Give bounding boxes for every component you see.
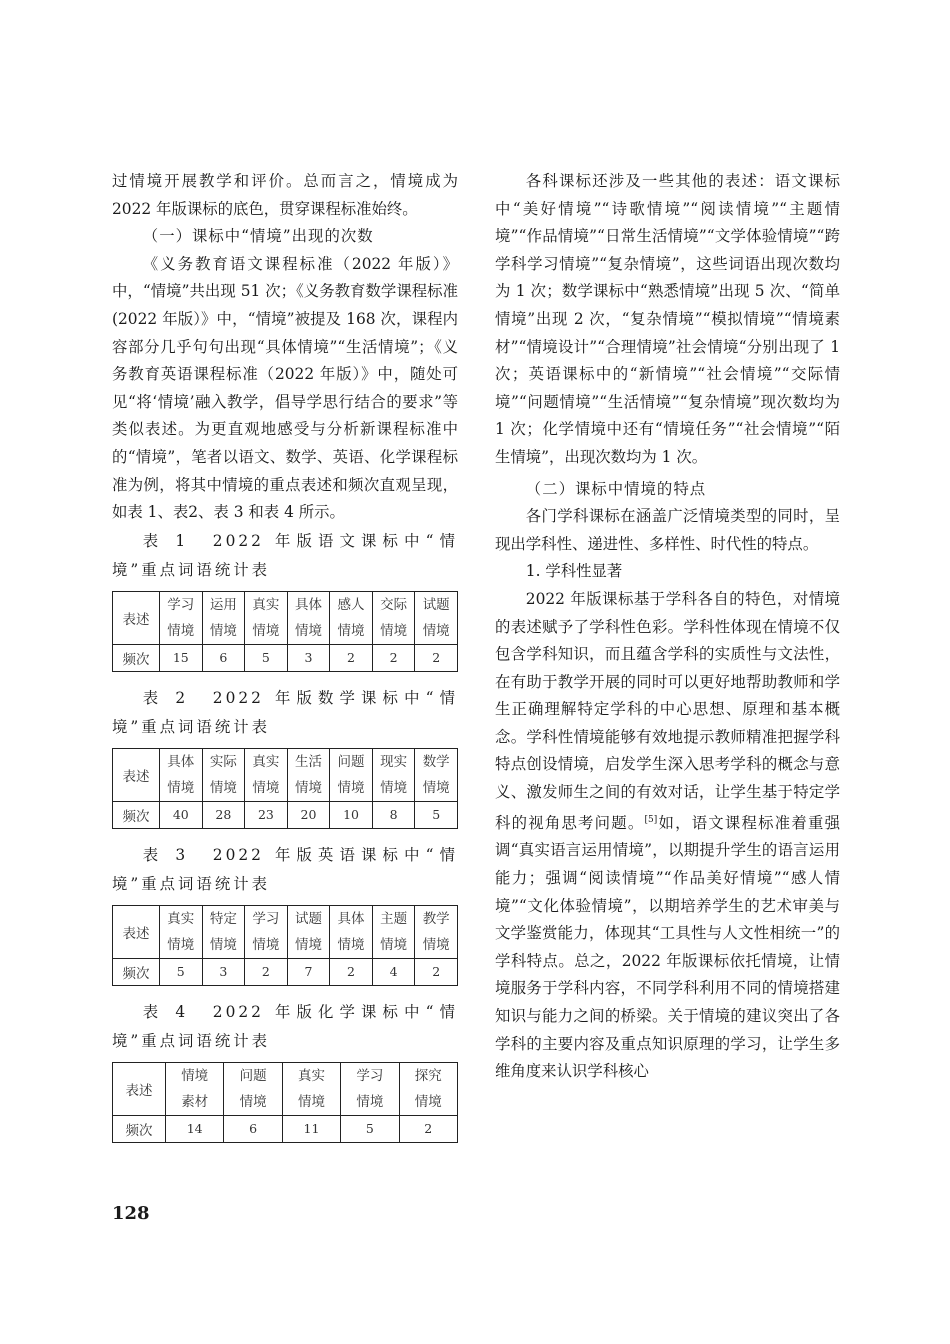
- table-cell: 6: [202, 644, 245, 671]
- paragraph-text: 如，语文课程标准着重强调“真实语言运用情境”，以期提升学生的语言运用能力；强调“阅读情境”“作品美好情境”“感人情境”“文化体验情境”，以期培养学生的艺术审美与文学鉴赏能力，体现其“工具性与人文性相统一”的学科特点。总之，2022 年版课标依托情境，让情境服务于学科内容，不同学科利用不同的情境搭建知识与能力之间的桥梁。关于情境的建议突出了各学科的主要内容及重点知识原理的学习，让学生多维角度来认识学科核心: [495, 813, 840, 1081]
- table-cell: 交际 情境: [372, 591, 415, 644]
- table-cell: 学习 情境: [160, 591, 203, 644]
- right-column: [495, 168, 845, 1086]
- table-cell: 4: [372, 958, 415, 985]
- section-heading: （二）课标中情境的特点: [525, 479, 707, 498]
- table-caption: 表 1 2022 年版语文课标中“情境”重点词语统计表: [112, 531, 458, 579]
- data-table: [112, 905, 458, 986]
- table-cell: 6: [224, 1115, 282, 1142]
- table-cell: 11: [282, 1115, 340, 1142]
- table-cell: 14: [166, 1115, 224, 1142]
- table-cell: 2: [330, 644, 373, 671]
- table-block: [112, 527, 458, 672]
- table-cell: 5: [245, 644, 288, 671]
- table-cell: 具体 情境: [160, 748, 203, 801]
- table-cell: 8: [372, 801, 415, 828]
- table-cell: 主题 情境: [372, 905, 415, 958]
- table-cell: 3: [202, 958, 245, 985]
- table-cell: 真实 情境: [245, 748, 288, 801]
- table-block: [112, 684, 458, 829]
- table-cell: 7: [287, 958, 330, 985]
- row-label: 表述: [113, 748, 160, 801]
- table-cell: 问题 情境: [330, 748, 373, 801]
- table-cell: 28: [202, 801, 245, 828]
- table-cell: 运用 情境: [202, 591, 245, 644]
- table-cell: 具体 情境: [287, 591, 330, 644]
- paragraph: 各门学科课标在涵盖广泛情境类型的同时，呈现出学科性、递进性、多样性、时代性的特点。: [495, 507, 840, 553]
- paragraph: [495, 586, 840, 1086]
- table-cell: 教学 情境: [415, 905, 458, 958]
- table-cell: 40: [160, 801, 203, 828]
- paragraph-text: 2022 年版课标基于学科各自的特色，对情境的表述赋予了学科性色彩。学科性体现在情境不仅包含学科知识，而且蕴含学科的实质性与文法性，在有助于教学开展的同时可以更好地帮助教师和学生正确理解特定学科的中心思想、原理和基本概念。学科性情境能够有效地提示教师精准把握学科特点创设情境，启发学生深入思考学科的概念与意义、激发师生之间的有效对话，让学生基于特定学科的视角思考问题。: [495, 589, 840, 832]
- row-label: 频次: [113, 644, 160, 671]
- subsection-heading: 1. 学科性显著: [525, 562, 623, 581]
- paragraph: 过情境开展教学和评价。总而言之，情境成为2022 年版课标的底色，贯穿课程标准始终。: [112, 172, 458, 218]
- table-caption: 表 2 2022 年版数学课标中“情境”重点词语统计表: [112, 688, 458, 736]
- table-cell: 2: [399, 1115, 457, 1142]
- table-cell: 5: [341, 1115, 399, 1142]
- table-cell: 数学 情境: [415, 748, 458, 801]
- table-cell: 2: [245, 958, 288, 985]
- section-heading: （一）课标中“情境”出现的次数: [142, 227, 374, 246]
- row-label: 表述: [113, 905, 160, 958]
- row-label: 表述: [113, 1062, 166, 1115]
- paragraph: 《义务教育语文课程标准（2022 年版）》中，“情境”共出现 51 次；《义务教育数学课程标准(2022 年版）》中，“情境”被提及 168 次，课程内容部分几乎句句出现“具体情境”“生活情境”；《义务教育英语课程标准（2022 年版）》中，随处可见“将‘情境’融入教学，倡导学思行结合的要求”等类似表述。为更直观地感受与分析新课程标准中的“情境”，笔者以语文、数学、英语、化学课程标准为例，将其中情境的重点表述和频次直观呈现，如表 1、表2、表 3 和表 4 所示。: [112, 254, 458, 522]
- table-cell: 5: [160, 958, 203, 985]
- table-cell: 试题 情境: [415, 591, 458, 644]
- table-cell: 试题 情境: [287, 905, 330, 958]
- table-cell: 问题 情境: [224, 1062, 282, 1115]
- citation-ref: [5]: [644, 814, 658, 825]
- table-cell: 23: [245, 801, 288, 828]
- table-cell: 现实 情境: [372, 748, 415, 801]
- table-cell: 具体 情境: [330, 905, 373, 958]
- row-label: 频次: [113, 1115, 166, 1142]
- table-cell: 情境 素材: [166, 1062, 224, 1115]
- page-number: 128: [112, 1203, 150, 1224]
- row-label: 频次: [113, 801, 160, 828]
- table-cell: 学习 情境: [341, 1062, 399, 1115]
- table-cell: 真实 情境: [160, 905, 203, 958]
- table-cell: 3: [287, 644, 330, 671]
- table-block: [112, 998, 458, 1143]
- table-caption: 表 4 2022 年版化学课标中“情境”重点词语统计表: [112, 1002, 458, 1050]
- data-table: [112, 1062, 458, 1143]
- table-cell: 10: [330, 801, 373, 828]
- table-cell: 2: [330, 958, 373, 985]
- table-caption: 表 3 2022 年版英语课标中“情境”重点词语统计表: [112, 845, 458, 893]
- table-cell: 探究 情境: [399, 1062, 457, 1115]
- table-cell: 实际 情境: [202, 748, 245, 801]
- table-cell: 特定 情境: [202, 905, 245, 958]
- table-cell: 2: [415, 644, 458, 671]
- left-column: [112, 168, 458, 1155]
- row-label: 频次: [113, 958, 160, 985]
- paragraph: 各科课标还涉及一些其他的表述：语文课标中“美好情境”“诗歌情境”“阅读情境”“主题情境”“作品情境”“日常生活情境”“文学体验情境”“跨学科学习情境”“复杂情境”，这些词语出现次数均为 1 次；数学课标中“熟悉情境”出现 5 次、“简单情境”出现 2 次，“复杂情境”“模拟情境”“情境素材”“情境设计”“合理情境”社会情境“分别出现了 1 次；英语课标中的“新情境”“社会情境”“交际情境”“问题情境”“生活情境”“复杂情境”现次数均为 1 次；化学情境中还有“情境任务”“社会情境”“陌生情境”，出现次数均为 1 次。: [495, 172, 845, 466]
- row-label: 表述: [113, 591, 160, 644]
- table-cell: 5: [415, 801, 458, 828]
- table-cell: 2: [372, 644, 415, 671]
- table-cell: 感人 情境: [330, 591, 373, 644]
- data-table: [112, 748, 458, 829]
- table-cell: 真实 情境: [282, 1062, 340, 1115]
- table-block: [112, 841, 458, 986]
- data-table: [112, 591, 458, 672]
- table-cell: 真实 情境: [245, 591, 288, 644]
- table-cell: 学习 情境: [245, 905, 288, 958]
- table-cell: 2: [415, 958, 458, 985]
- table-cell: 生活 情境: [287, 748, 330, 801]
- table-cell: 15: [160, 644, 203, 671]
- table-cell: 20: [287, 801, 330, 828]
